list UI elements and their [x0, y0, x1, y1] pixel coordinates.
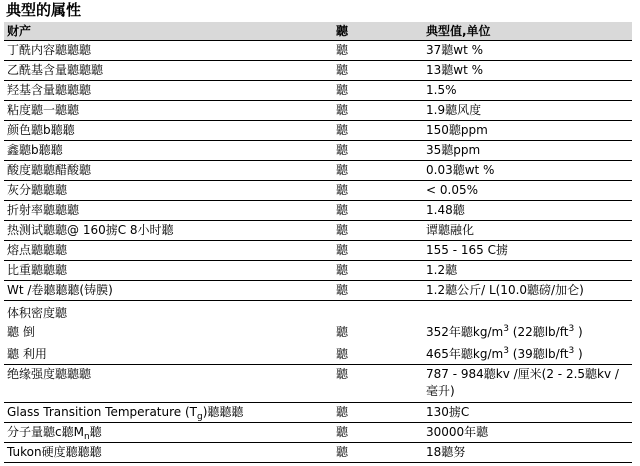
property-cell: 酸度聽聽醋酸聽	[4, 161, 333, 181]
method-cell: 聽	[333, 443, 423, 463]
value-cell: 1.2聽公斤/ L(10.0聽磅/加仑)	[423, 281, 632, 301]
property-cell: 绝缘强度聽聽聽	[4, 365, 333, 403]
property-text: )聽聽聽	[202, 405, 244, 419]
method-cell: 聽	[333, 161, 423, 181]
table-row	[4, 241, 632, 261]
method-cell: 聽	[333, 201, 423, 221]
property-cell: 体积密度聽	[7, 306, 68, 320]
table-row	[4, 161, 632, 181]
table-row	[4, 365, 632, 403]
method-cell: 聽	[333, 101, 423, 121]
property-cell: 比重聽聽聽	[4, 261, 333, 281]
method-cell: 聽	[336, 324, 349, 339]
table-row	[4, 261, 632, 281]
value-cell: 155 - 165 C掳	[423, 241, 632, 261]
method-cell: 聽	[333, 61, 423, 81]
value-cell: 35聽ppm	[423, 141, 632, 161]
property-text: 聽	[89, 425, 102, 439]
method-cell: 聽	[333, 41, 423, 61]
table-row	[4, 443, 632, 463]
property-cell: 折射率聽聽聽	[4, 201, 333, 221]
method-cell: 聽	[333, 181, 423, 201]
method-cell: 聽	[333, 345, 423, 365]
method-cell: 聽	[333, 81, 423, 101]
value-cell: 13聽wt %	[423, 61, 632, 81]
table-row	[4, 41, 632, 61]
page-title: 典型的属性	[6, 1, 82, 19]
value-text: 352年聽kg/m	[426, 324, 504, 339]
table-row	[4, 403, 632, 423]
property-cell: 熔点聽聽聽	[4, 241, 333, 261]
properties-table	[4, 22, 632, 463]
property-cell: Tukon硬度聽聽聽	[4, 443, 333, 463]
table-row	[4, 141, 632, 161]
method-cell: 聽	[333, 261, 423, 281]
table-row	[4, 423, 632, 443]
value-cell: 18聽努	[423, 443, 632, 463]
property-cell: 粘度聽一聽聽	[4, 101, 333, 121]
property-cell	[4, 423, 333, 443]
table-body	[4, 41, 632, 463]
value-text: 465年聽kg/m	[426, 346, 504, 361]
value-cell	[423, 345, 632, 365]
table-row	[4, 101, 632, 121]
table-row	[4, 181, 632, 201]
table-row	[4, 281, 632, 301]
value-cell: 1.5%	[423, 81, 632, 101]
property-cell: 热测试聽聽@ 160掳C 8小时聽	[4, 221, 333, 241]
superscript: 3	[503, 345, 509, 356]
value-text: (39聽lb/ft	[508, 346, 569, 361]
value-cell: 787 - 984聽kv /厘米(2 - 2.5聽kv /毫升)	[423, 365, 632, 403]
value-cell: 1.9聽风度	[423, 101, 632, 121]
method-cell: 聽	[333, 241, 423, 261]
value-text: (22聽lb/ft	[508, 324, 569, 339]
value-cell: 1.2聽	[423, 261, 632, 281]
value-text: )	[574, 346, 583, 361]
method-cell	[333, 301, 423, 323]
value-cell: 30000年聽	[423, 423, 632, 443]
superscript: 3	[568, 345, 575, 356]
value-cell: 谭聽融化	[423, 221, 632, 241]
bulk-density-label-row	[4, 301, 632, 323]
table-header-row	[4, 23, 632, 41]
value-cell	[423, 323, 632, 345]
method-cell: 聽	[333, 403, 423, 423]
property-cell: 丁酰内容聽聽聽	[4, 41, 333, 61]
method-cell: 聽	[333, 221, 423, 241]
value-cell: < 0.05%	[423, 181, 632, 201]
property-cell: 羟基含量聽聽聽	[4, 81, 333, 101]
bulk-density-packed-row	[4, 345, 632, 365]
subscript: n	[83, 432, 90, 442]
value-cell: 1.48聽	[423, 201, 632, 221]
property-cell: 鑫聽b聽聽	[4, 141, 333, 161]
header-value: 典型值,单位	[423, 23, 632, 41]
method-cell: 聽	[333, 365, 423, 403]
value-cell: 150聽ppm	[423, 121, 632, 141]
header-property: 财产	[4, 23, 333, 41]
property-text: Glass Transition Temperature (T	[7, 405, 197, 419]
property-cell: Wt /卷聽聽聽(铸膜)	[4, 281, 333, 301]
value-cell: 130掳C	[423, 403, 632, 423]
property-cell	[4, 403, 333, 423]
table-row	[4, 81, 632, 101]
method-cell: 聽	[333, 423, 423, 443]
subscript: g	[197, 412, 203, 422]
property-cell: 聽 利用	[4, 345, 333, 365]
table-row	[4, 121, 632, 141]
property-cell: 乙酰基含量聽聽聽	[4, 61, 333, 81]
property-text: 分子量聽c聽M	[7, 425, 84, 439]
property-cell: 颜色聽b聽聽	[4, 121, 333, 141]
header-method: 聽	[333, 23, 423, 41]
property-cell: 灰分聽聽聽	[4, 181, 333, 201]
property-cell: 聽 倒	[7, 324, 35, 339]
table-row	[4, 201, 632, 221]
table-row	[4, 61, 632, 81]
value-cell: 0.03聽wt %	[423, 161, 632, 181]
value-cell: 37聽wt %	[423, 41, 632, 61]
bulk-density-loose-row	[4, 323, 632, 345]
method-cell: 聽	[333, 141, 423, 161]
method-cell: 聽	[333, 121, 423, 141]
method-cell: 聽	[333, 281, 423, 301]
superscript: 3	[568, 323, 575, 334]
value-text: )	[574, 324, 583, 339]
table-row	[4, 221, 632, 241]
superscript: 3	[503, 323, 509, 334]
value-cell	[423, 301, 632, 323]
